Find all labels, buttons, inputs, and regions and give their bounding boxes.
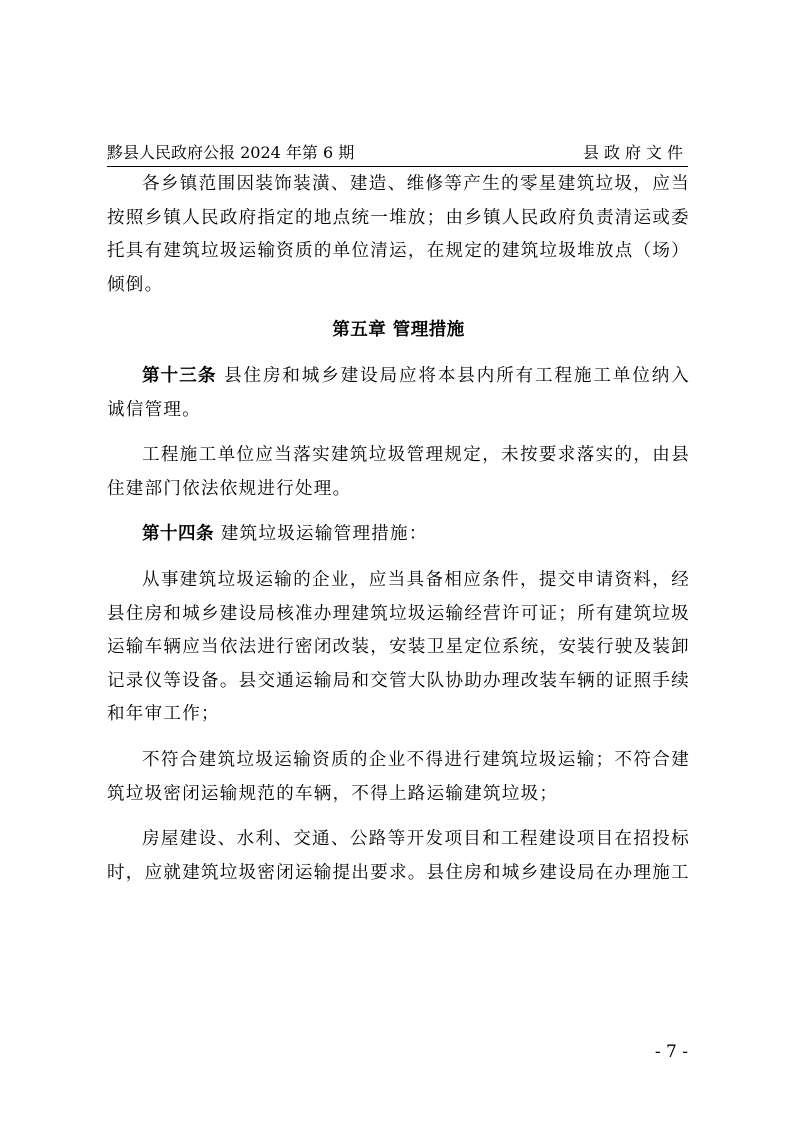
gazette-title: 黟县人民政府公报 2024 年第 6 期 <box>107 143 355 162</box>
paragraph-project-bidding: 房屋建设、水利、交通、公路等开发项目和工程建设项目在招投标时，应就建筑垃圾密闭运输提出要求。县住房和城乡建设局在办理施工 <box>107 829 690 883</box>
chapter-title: 第五章 管理措施 <box>332 320 465 341</box>
paragraph-transport-enterprises: 从事建筑垃圾运输的企业，应当具备相应条件，提交申请资料，经县住房和城乡建设局核准办理建筑垃圾运输经营许可证；所有建筑垃圾运输车辆应当依法进行密闭改装，安装卫星定位系统，安装行驶及装卸记录仪等设备。县交通运输局和交管大队协助办理改装车辆的证照手续和年审工作； <box>107 569 690 725</box>
page-header <box>107 141 688 165</box>
article-14 <box>107 518 690 552</box>
document-body <box>107 166 690 902</box>
article-13 <box>107 360 690 427</box>
article-13-text: 县住房和城乡建设局应将本县内所有工程施工单位纳入诚信管理。 <box>107 365 690 420</box>
section-label: 县政府文件 <box>582 143 688 162</box>
paragraph-unqualified-vehicles: 不符合建筑垃圾运输资质的企业不得进行建筑垃圾运输；不符合建筑垃圾密闭运输规范的车辆，不得上路运输建筑垃圾； <box>107 749 690 804</box>
article-13-label: 第十三条 <box>142 365 217 386</box>
article-14-text: 建筑垃圾运输管理措施： <box>214 524 428 545</box>
paragraph-construction-waste-disposal: 各乡镇范围因装饰装潢、建造、维修等产生的零星建筑垃圾，应当按照乡镇人民政府指定的地点统一堆放；由乡镇人民政府负责清运或委托具有建筑垃圾运输资质的单位清运，在规定的建筑垃圾堆放点（场）倾倒。 <box>107 174 690 295</box>
page-number: - 7 - <box>654 1042 688 1062</box>
paragraph-construction-units: 工程施工单位应当落实建筑垃圾管理规定，未按要求落实的，由县住建部门依法依规进行处理。 <box>107 445 690 499</box>
article-14-label: 第十四条 <box>142 524 214 545</box>
